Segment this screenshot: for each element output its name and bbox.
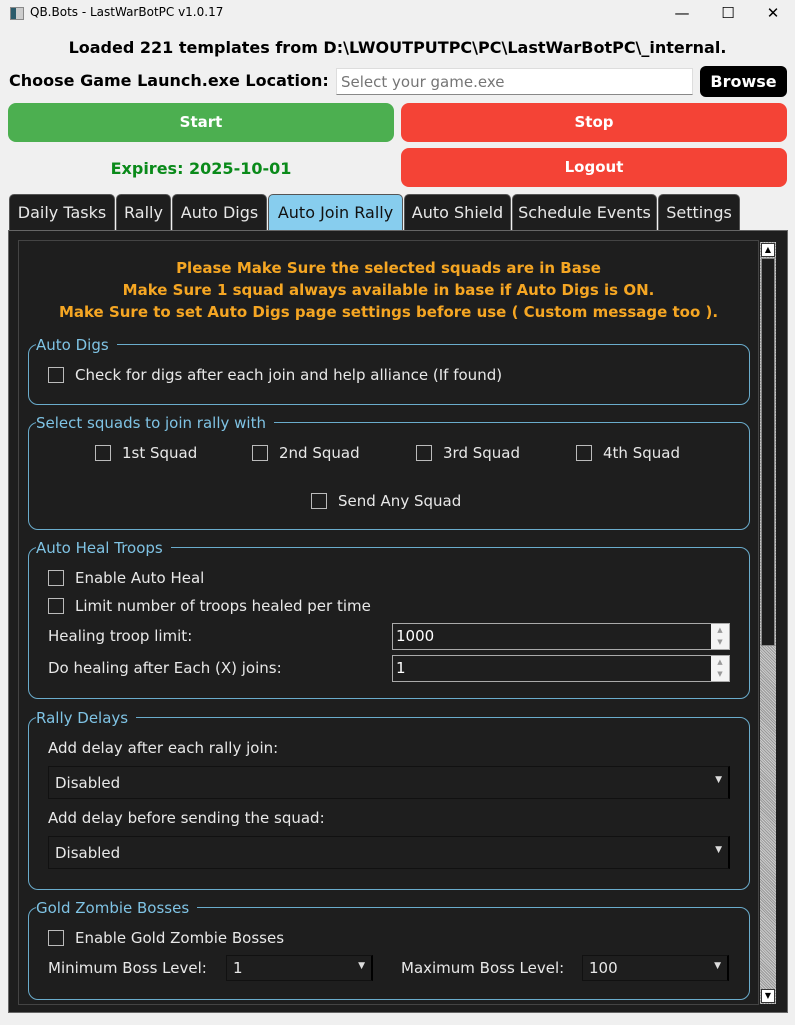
dropdown-value: 100	[589, 959, 618, 977]
minimize-button[interactable]: —	[674, 4, 690, 22]
squad-2-checkbox[interactable]	[252, 445, 268, 461]
checkbox-label: Enable Gold Zombie Bosses	[75, 929, 285, 947]
spin-value: 1000	[396, 627, 435, 645]
delay-before-send-dropdown[interactable]	[48, 836, 730, 869]
logout-button[interactable]: Logout	[401, 148, 787, 187]
heal-each-spinbox[interactable]	[392, 655, 730, 682]
field-label: Maximum Boss Level:	[401, 959, 565, 977]
chevron-down-icon: ▼	[358, 961, 365, 971]
exe-path-input[interactable]	[336, 68, 693, 95]
dropdown-value: Disabled	[55, 774, 121, 792]
spin-arrows-icon[interactable]: ▲ ▼	[711, 656, 729, 681]
limit-heal-checkbox[interactable]	[48, 598, 64, 614]
chevron-down-icon: ▼	[715, 775, 722, 785]
field-label: Add delay before sending the squad:	[48, 809, 325, 827]
maximize-button[interactable]: ☐	[721, 4, 735, 22]
enable-gold-zombie-checkbox[interactable]	[48, 930, 64, 946]
healing-limit-spinbox[interactable]	[392, 623, 730, 650]
delay-after-join-dropdown[interactable]	[48, 766, 730, 799]
warning-line: Make Sure to set Auto Digs page settings before use ( Custom message too ).	[58, 303, 719, 321]
squad-3-checkbox[interactable]	[416, 445, 432, 461]
loaded-status: Loaded 221 templates from D:\LWOUTPUTPC\PC\LastWarBotPC\_internal.	[68, 38, 727, 57]
dig-check-checkbox[interactable]	[48, 367, 64, 383]
checkbox-label: Check for digs after each join and help alliance (If found)	[75, 366, 503, 384]
dropdown-value: 1	[233, 959, 243, 977]
dropdown-value: Disabled	[55, 844, 121, 862]
checkbox-label: 1st Squad	[122, 444, 198, 462]
stop-button[interactable]: Stop	[401, 103, 787, 142]
scroll-up-icon[interactable]: ▲	[761, 243, 775, 257]
enable-auto-heal-checkbox[interactable]	[48, 570, 64, 586]
field-label: Minimum Boss Level:	[48, 959, 207, 977]
tab-rally[interactable]: Rally	[116, 194, 171, 231]
scroll-down-icon[interactable]: ▼	[761, 989, 775, 1003]
tab-auto-join-rally[interactable]: Auto Join Rally	[268, 194, 403, 231]
chevron-down-icon: ▼	[715, 845, 722, 855]
checkbox-label: 2nd Squad	[279, 444, 360, 462]
chevron-down-icon: ▼	[714, 961, 721, 971]
tab-daily-tasks[interactable]: Daily Tasks	[9, 194, 115, 231]
group-title: Auto Heal Troops	[36, 539, 171, 557]
browse-button[interactable]: Browse	[700, 66, 787, 97]
group-title: Select squads to join rally with	[36, 414, 274, 432]
squads-group	[28, 422, 750, 530]
window-title: QB.Bots - LastWarBotPC v1.0.17	[30, 5, 224, 19]
squad-4-checkbox[interactable]	[576, 445, 592, 461]
group-title: Auto Digs	[36, 336, 117, 354]
spin-value: 1	[396, 659, 406, 677]
field-label: Add delay after each rally join:	[48, 739, 279, 757]
warning-line: Please Make Sure the selected squads are in Base	[176, 259, 601, 277]
scrollbar-thumb[interactable]	[761, 258, 775, 646]
spin-arrows-icon[interactable]: ▲ ▼	[711, 624, 729, 649]
squad-1-checkbox[interactable]	[95, 445, 111, 461]
choose-label: Choose Game Launch.exe Location:	[9, 71, 329, 90]
field-label: Healing troop limit:	[48, 627, 193, 645]
checkbox-label: Limit number of troops healed per time	[75, 597, 371, 615]
title-bar	[0, 0, 795, 28]
group-title: Gold Zombie Bosses	[36, 899, 197, 917]
tab-auto-digs[interactable]: Auto Digs	[172, 194, 267, 231]
send-any-squad-checkbox[interactable]	[311, 493, 327, 509]
group-title: Rally Delays	[36, 709, 136, 727]
app-icon	[10, 7, 24, 20]
gold-zombie-group	[28, 907, 750, 1000]
checkbox-label: 4th Squad	[603, 444, 680, 462]
start-button[interactable]: Start	[8, 103, 394, 142]
field-label: Do healing after Each (X) joins:	[48, 659, 282, 677]
checkbox-label: Send Any Squad	[338, 492, 462, 510]
tab-auto-shield[interactable]: Auto Shield	[404, 194, 511, 231]
min-boss-level-dropdown[interactable]	[226, 955, 373, 981]
tab-settings[interactable]: Settings	[658, 194, 740, 231]
checkbox-label: 3rd Squad	[443, 444, 520, 462]
tab-schedule-events[interactable]: Schedule Events	[512, 194, 657, 231]
max-boss-level-dropdown[interactable]	[582, 955, 729, 981]
warning-line: Make Sure 1 squad always available in base if Auto Digs is ON.	[122, 281, 655, 299]
close-button[interactable]: ✕	[766, 4, 780, 22]
checkbox-label: Enable Auto Heal	[75, 569, 205, 587]
expiry-date: Expires: 2025-10-01	[110, 159, 292, 178]
